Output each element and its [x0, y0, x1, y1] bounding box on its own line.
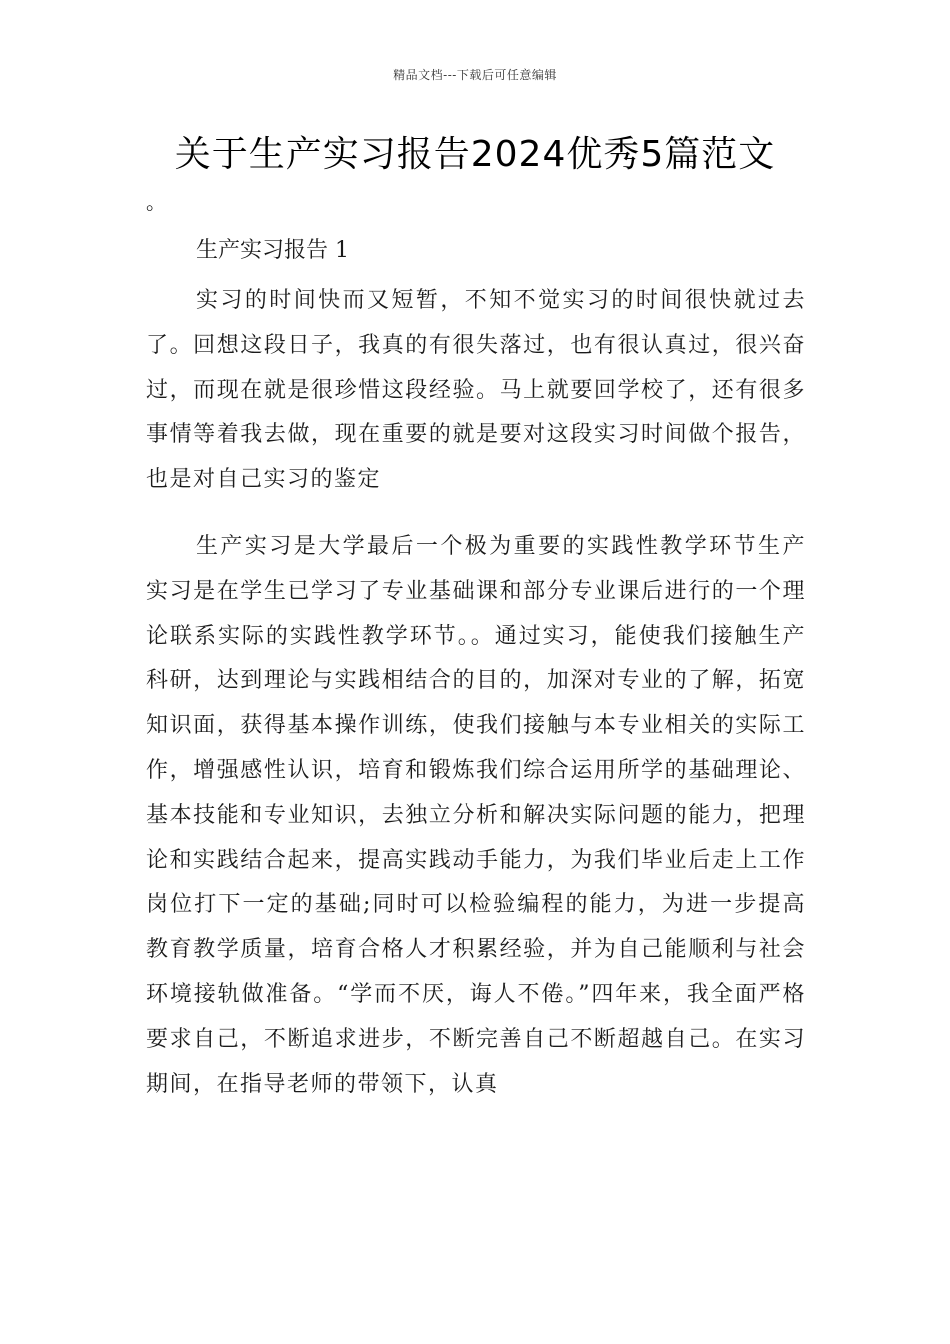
section-heading: 生产实习报告 1 [196, 238, 349, 263]
header-note: 精品文档---下载后可任意编辑 [393, 68, 557, 82]
body-paragraph-1: 实习的时间快而又短暂，不知不觉实习的时间很快就过去了。回想这段日子，我真的有很失落过，也有很认真过，很兴奋过，而现在就是很珍惜这段经验。马上就要回学校了，还有很多事情等着我去做，现在重要的就是要对这段实习时间做个报告，也是对自己实习的鉴定 [146, 288, 806, 493]
body-paragraph-2: 生产实习是大学最后一个极为重要的实践性教学环节生产实习是在学生已学习了专业基础课和部分专业课后进行的一个理论联系实际的实践性教学环节。。通过实习，能使我们接触生产科研，达到理论与实践相结合的目的，加深对专业的了解，拓宽知识面，获得基本操作训练，使我们接触与本专业相关的实际工作，增强感性认识，培育和锻炼我们综合运用所学的基础理论、基本技能和专业知识，去独立分析和解决实际问题的能力，把理论和实践结合起来，提高实践动手能力，为我们毕业后走上工作岗位打下一定的基础;同时可以检验编程的能力，为进一步提高教育教学质量，培育合格人才积累经验，并为自己能顺利与社会环境接轨做准备。“学而不厌，诲人不倦。”四年来，我全面严格要求自己，不断追求进步，不断完善自己不断超越自己。在实习期间，在指导老师的带领下，认真 [146, 534, 806, 1097]
stray-punctuation: 。 [146, 190, 166, 214]
document-title: 关于生产实习报告2024优秀5篇范文 [174, 134, 776, 175]
